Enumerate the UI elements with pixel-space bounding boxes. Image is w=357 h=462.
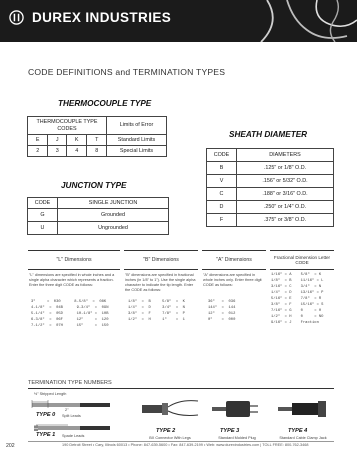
length-dimension-label: 2" <box>65 408 69 412</box>
junction-type-heading: JUNCTION TYPE <box>61 181 127 190</box>
standard-limits-cell: Standard Limits <box>107 135 167 146</box>
l-dimension-row: 4-1/8" = 04B 9-3/4" = 09N <box>31 306 109 310</box>
letter-code: T <box>87 135 107 146</box>
sheath-diameter-heading: SHEATH DIAMETER <box>229 130 308 139</box>
junction-code: U <box>28 222 58 235</box>
junction-label: Grounded <box>58 209 169 222</box>
col-header-limits: Limits of Error <box>107 117 167 135</box>
sheath-diameter-header: DIAMETERS <box>237 149 334 162</box>
sheath-diameter: .188" or 3/16" O.D. <box>237 188 334 201</box>
l-dimension-row: 3" = 030 8-5/8" = 08K <box>31 300 107 304</box>
b-dimensions-header: "B" Dimensions <box>124 250 198 270</box>
section-divider <box>28 388 334 389</box>
b-dimensions-description: "B" dimensions are specified in fractional inches (in 1/8" to 1"). Use the single alpha character to indicate the tip length. Enter the CODE as follows: <box>125 273 196 292</box>
thermocouple-type-heading: THERMOCOUPLE TYPE <box>58 99 152 108</box>
b-dimension-row: 1/8" = B 5/8" = K <box>128 300 185 304</box>
junction-code-header: CODE <box>28 198 58 209</box>
fraction-code-row: 1/16" = A 5/8" = K <box>271 273 322 277</box>
type-2-label: TYPE 2 <box>156 428 176 434</box>
type-0-desc: Split Leads <box>62 414 81 418</box>
fraction-code-row: 5/16" = E 7/8" = R <box>271 297 322 301</box>
l-dimensions-description: "L" dimensions are specified in whole inches and a single alpha character which represents a fraction. Enter the three digit CODE as follows: <box>29 273 115 287</box>
junction-type-table <box>27 197 169 235</box>
sheath-diameter: .156" or 5/32" O.D. <box>237 175 334 188</box>
b-dimension-row: 1/4" = D 3/4" = N <box>128 306 185 310</box>
letter-code: K <box>67 135 87 146</box>
sheath-code: F <box>207 214 237 227</box>
brand-name: DUREX INDUSTRIES <box>32 10 172 25</box>
fraction-code-row: 1/2" = H 0 = NO <box>271 315 324 319</box>
junction-desc-header: SINGLE JUNCTION <box>58 198 169 209</box>
letter-code: E <box>28 135 48 146</box>
type-1-label: TYPE 1 <box>36 432 56 438</box>
header-bar <box>0 0 357 42</box>
a-dimensions-header: "A" Dimensions <box>202 250 266 270</box>
stripped-length-label: ½" Stripped Length <box>34 392 67 396</box>
a-dimension-row: 0" = 000 <box>208 318 236 322</box>
type-1-desc: Spade Leads <box>62 434 85 438</box>
fraction-code-row: 7/16" = G 0 = 0 <box>271 309 322 313</box>
fraction-code-row: 1/4" = D 13/16" = P <box>271 291 324 295</box>
sheath-code: C <box>207 188 237 201</box>
b-dimension-row: 1/2" = H 1" = 1 <box>128 318 185 322</box>
type-3-desc: Standard Molded Plug <box>218 436 256 440</box>
cable-clamp-jack-diagram <box>276 395 332 423</box>
b-dimension-row: 3/8" = F 7/8" = P <box>128 312 185 316</box>
fraction-code-row: 3/8" = F 15/16" = S <box>271 303 324 307</box>
sheath-code: V <box>207 175 237 188</box>
page-number: 202 <box>6 443 15 449</box>
a-dimension-row: 12" = 012 <box>208 312 236 316</box>
sheath-diameter: .250" or 1/4" O.D. <box>237 201 334 214</box>
junction-code: G <box>28 209 58 222</box>
letter-code: J <box>48 135 67 146</box>
number-code: 2 <box>28 146 48 157</box>
junction-label: Ungrounded <box>58 222 169 235</box>
number-code: 4 <box>67 146 87 157</box>
number-code: 3 <box>48 146 67 157</box>
col-header-codes: THERMOCOUPLE TYPE CODES <box>28 117 107 135</box>
thermocouple-type-table <box>27 116 167 157</box>
type-0-label: TYPE 0 <box>36 412 56 418</box>
sheath-diameter: .375" or 3/8" O.D. <box>237 214 334 227</box>
a-dimensions-description: "A" dimensions are specified in whole inches only. Enter three digit CODE as follows: <box>203 273 262 287</box>
bx-connector-diagram <box>140 393 202 425</box>
page-title: CODE DEFINITIONS and TERMINATION TYPES <box>28 67 226 77</box>
fraction-code-row: 9/16" = J Fraction <box>271 321 319 325</box>
sheath-diameter: .125" or 1/8" O.D. <box>237 162 334 175</box>
sheath-diameter-table <box>206 148 334 227</box>
sheath-code-header: CODE <box>207 149 237 162</box>
fraction-code-row: 1/8" = B 11/16" = L <box>271 279 324 283</box>
thermocouple-wires-graphic <box>237 0 357 42</box>
type-4-label: TYPE 4 <box>288 428 308 434</box>
footer-contact: 190 Detroit Street • Cary, Illinois 60013 • Phone: 847-639-5600 • Fax: 847-639-2199 • Web: www.durexindustries.com | TOLL FREE: 800-762-3468 <box>62 443 309 447</box>
termination-section-label: TERMINATION TYPE NUMBERS <box>28 380 112 386</box>
a-dimension-row: 144" = 144 <box>208 306 236 310</box>
l-dimension-row: 6-3/8" = 06F 12" = 120 <box>31 318 109 322</box>
sheath-code: B <box>207 162 237 175</box>
molded-plug-diagram <box>210 395 268 423</box>
type-3-label: TYPE 3 <box>220 428 240 434</box>
l-dimensions-header: "L" Dimensions <box>28 250 120 270</box>
footer-divider <box>28 441 334 442</box>
number-code: 8 <box>87 146 107 157</box>
type-2-desc: BX Connector With Legs <box>149 436 191 440</box>
durex-logo-icon <box>9 10 24 25</box>
fraction-code-row: 3/16" = C 3/4" = N <box>271 285 322 289</box>
l-dimension-row: 5-1/4" = 05D 10-1/8" = 10B <box>31 312 109 316</box>
l-dimension-row: 7-1/2" = 07H 15" = 150 <box>31 324 109 328</box>
sheath-code: D <box>207 201 237 214</box>
fractional-code-header: Fractional Dimension Letter CODE <box>270 250 334 270</box>
special-limits-cell: Special Limits <box>107 146 167 157</box>
type-4-desc: Standard Cable Clamp Jack <box>279 436 327 440</box>
a-dimension-row: 36" = 036 <box>208 300 236 304</box>
